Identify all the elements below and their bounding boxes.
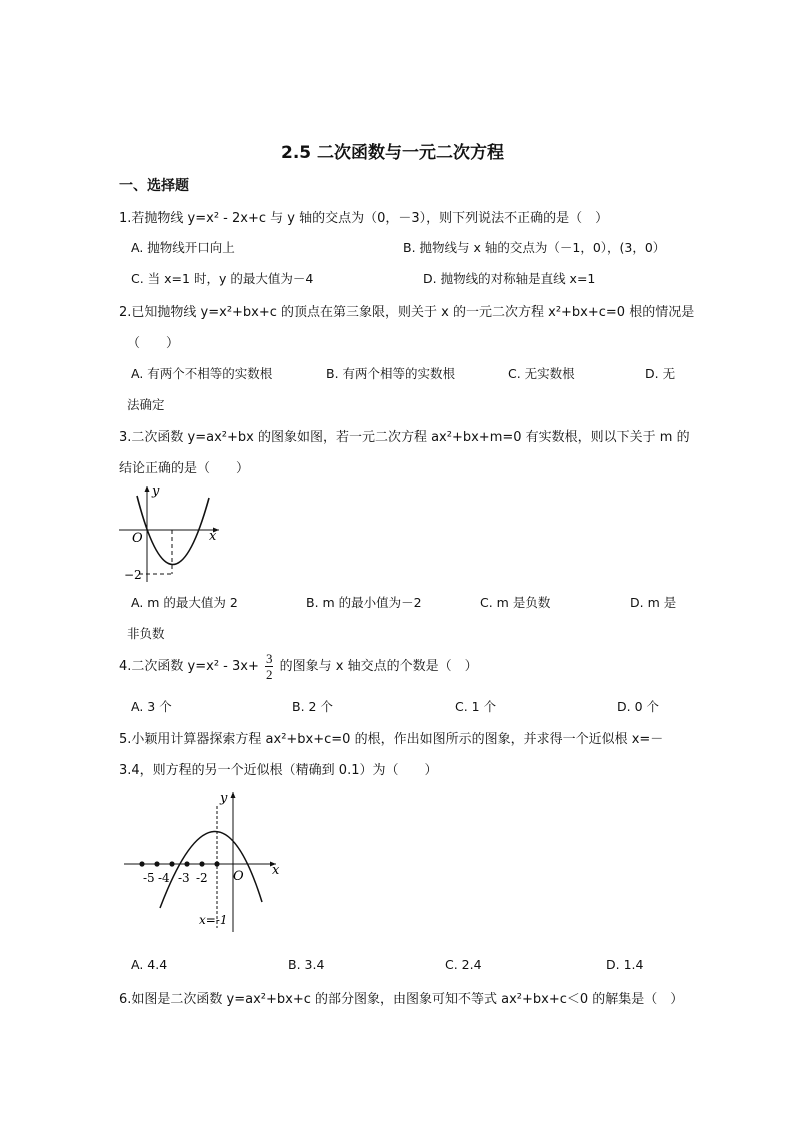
y-axis-arrow [145, 486, 150, 492]
question-3-option-c: C. m 是负数 [480, 595, 551, 610]
fraction-numerator: 3 [265, 651, 273, 666]
origin-label: O [233, 869, 244, 884]
question-2-option-b: B. 有两个相等的实数根 [326, 366, 456, 381]
tick-label: -4 [158, 871, 170, 885]
question-5-option-d: D. 1.4 [606, 957, 644, 972]
question-3-graph [115, 482, 225, 587]
tick-label: -3 [178, 871, 190, 885]
question-2-option-c: C. 无实数根 [508, 366, 575, 381]
question-2-stem-cont: （ ） [127, 336, 180, 351]
question-4-option-c: C. 1 个 [455, 699, 497, 714]
origin-label: O [132, 531, 143, 546]
question-1-option-b: B. 抛物线与 x 轴的交点为（－1，0），(3，0） [403, 240, 666, 255]
question-1-stem: 1.若抛物线 y=x² - 2x+c 与 y 轴的交点为（0，－3），则下列说法不正确的是（ ） [119, 211, 609, 226]
question-4-stem-prefix: 4.二次函数 y=x² - 3x+ [119, 659, 259, 674]
question-5-option-a: A. 4.4 [131, 957, 168, 972]
page-title: 2.5 二次函数与一元二次方程 [281, 143, 505, 163]
question-5-stem-cont: 3.4，则方程的另一个近似根（精确到 0.1）为（ ） [119, 763, 438, 778]
question-5-option-c: C. 2.4 [445, 957, 482, 972]
y-axis-arrow [231, 792, 236, 798]
tick-label: -5 [143, 871, 155, 885]
symmetry-axis-label: x=-1 [199, 913, 228, 927]
x-axis-point [214, 861, 219, 866]
fraction-three-halves [265, 652, 274, 681]
x-axis-point [199, 861, 204, 866]
question-2-option-d-cont: 法确定 [127, 397, 165, 412]
question-1-option-c: C. 当 x=1 时，y 的最大值为－4 [131, 271, 314, 286]
question-4-option-d: D. 0 个 [617, 699, 659, 714]
x-axis-point [139, 861, 144, 866]
question-6-stem: 6.如图是二次函数 y=ax²+bx+c 的部分图象，由图象可知不等式 ax²+bx+c＜0 的解集是（ ） [119, 992, 684, 1007]
question-3-option-d: D. m 是 [630, 595, 677, 610]
y-axis-label: y [152, 484, 160, 499]
question-1-option-d: D. 抛物线的对称轴是直线 x=1 [423, 271, 596, 286]
question-1-option-a: A. 抛物线开口向上 [131, 240, 235, 255]
question-2-stem: 2.已知抛物线 y=x²+bx+c 的顶点在第三象限，则关于 x 的一元二次方程 x²+bx+c=0 根的情况是 [119, 305, 695, 320]
parabola-curve [160, 831, 262, 908]
question-3-stem: 3.二次函数 y=ax²+bx 的图象如图，若一元二次方程 ax²+bx+m=0 有实数根，则以下关于 m 的 [119, 430, 690, 445]
y-axis-label: y [220, 791, 228, 806]
question-3-option-b: B. m 的最小值为－2 [306, 595, 422, 610]
question-2-option-a: A. 有两个不相等的实数根 [131, 366, 273, 381]
question-4-stem [119, 650, 478, 684]
tick-label: -2 [196, 871, 208, 885]
question-4-option-a: A. 3 个 [131, 699, 172, 714]
question-4-option-b: B. 2 个 [292, 699, 333, 714]
question-3-option-a: A. m 的最大值为 2 [131, 595, 238, 610]
x-axis-point [169, 861, 174, 866]
fraction-denominator: 2 [265, 667, 273, 682]
x-axis-point [184, 861, 189, 866]
section-heading: 一、选择题 [119, 178, 189, 194]
x-axis-point [154, 861, 159, 866]
question-5-stem: 5.小颖用计算器探索方程 ax²+bx+c=0 的根，作出如图所示的图象，并求得一个近似根 x=－ [119, 732, 664, 747]
question-5-graph [120, 786, 285, 936]
x-axis-label: x [272, 863, 280, 878]
x-axis-label: x [209, 529, 217, 544]
question-4-stem-suffix: 的图象与 x 轴交点的个数是（ ） [279, 659, 478, 674]
minimum-value-label: −2 [124, 568, 142, 582]
question-3-option-d-cont: 非负数 [127, 626, 165, 641]
question-2-option-d: D. 无 [645, 366, 676, 381]
question-3-stem-cont: 结论正确的是（ ） [119, 461, 250, 476]
question-5-option-b: B. 3.4 [288, 957, 325, 972]
